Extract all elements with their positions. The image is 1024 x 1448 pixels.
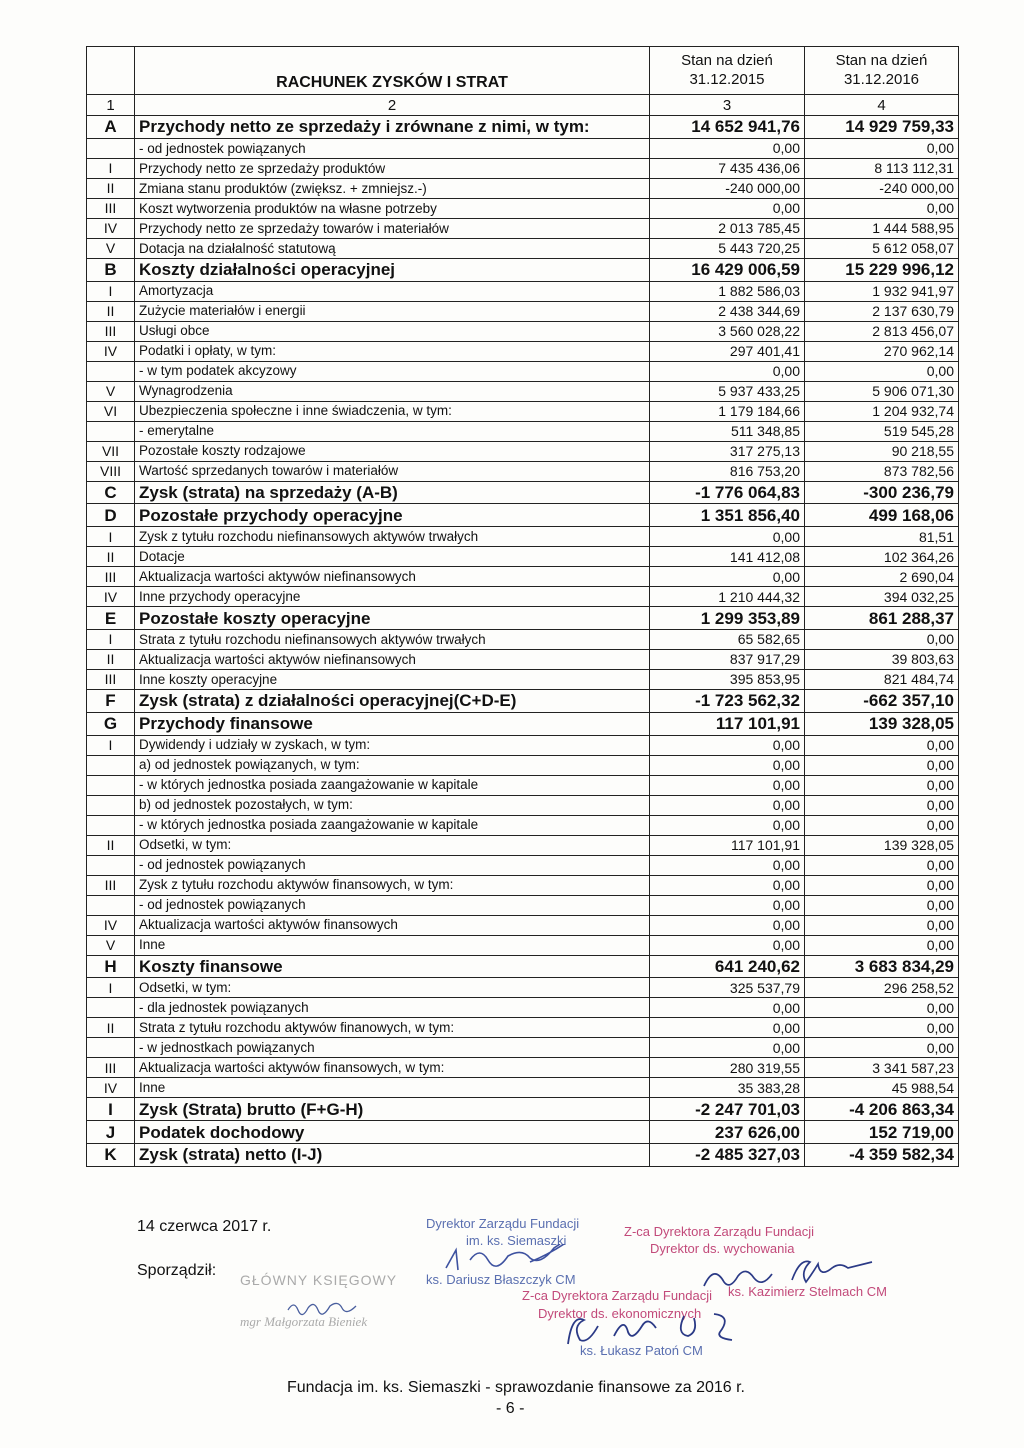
director-signature: [440, 1244, 630, 1281]
row-value-2015: 395 853,95: [650, 669, 805, 689]
row-value-2015: 0,00: [650, 198, 805, 218]
table-row: [87, 301, 959, 321]
row-label: Inne koszty operacyjne: [135, 669, 650, 689]
director-stamp-line3: ks. Dariusz Błaszczyk CM: [426, 1272, 576, 1287]
row-label: - w których jednostka posiada zaangażowanie w kapitale: [135, 815, 650, 835]
row-label: - w jednostkach powiązanych: [135, 1038, 650, 1058]
row-label: - od jednostek powiązanych: [135, 855, 650, 875]
row-code: V: [87, 238, 135, 258]
row-label: Zysk (Strata) brutto (F+G-H): [135, 1098, 650, 1121]
row-code: VII: [87, 441, 135, 461]
row-code: E: [87, 607, 135, 630]
row-value-2016: 102 364,26: [805, 547, 959, 567]
row-label: Zysk (strata) z działalności operacyjnej(C+D-E): [135, 689, 650, 712]
row-code: IV: [87, 1078, 135, 1098]
table-row: [87, 875, 959, 895]
table-row: [87, 381, 959, 401]
row-code: [87, 895, 135, 915]
row-value-2016: 861 288,37: [805, 607, 959, 630]
row-label: Wartość sprzedanych towarów i materiałów: [135, 461, 650, 481]
row-value-2015: 837 917,29: [650, 649, 805, 669]
row-value-2016: 0,00: [805, 735, 959, 755]
row-value-2015: 0,00: [650, 998, 805, 1018]
table-row: [87, 116, 959, 139]
row-value-2016: 0,00: [805, 198, 959, 218]
row-value-2015: 3 560 028,22: [650, 321, 805, 341]
row-value-2016: 296 258,52: [805, 978, 959, 998]
row-label: Przychody finansowe: [135, 712, 650, 735]
report-title: RACHUNEK ZYSKÓW I STRAT: [135, 47, 650, 95]
row-code: A: [87, 116, 135, 139]
row-label: Przychody netto ze sprzedaży towarów i materiałów: [135, 218, 650, 238]
table-row: [87, 669, 959, 689]
chief-accountant-name: mgr Małgorzata Bieniek: [240, 1314, 368, 1329]
row-code: VI: [87, 401, 135, 421]
row-value-2015: 2 013 785,45: [650, 218, 805, 238]
row-value-2015: 0,00: [650, 935, 805, 955]
table-row: [87, 281, 959, 301]
row-code: [87, 795, 135, 815]
table-row: [87, 158, 959, 178]
row-value-2016: 2 813 456,07: [805, 321, 959, 341]
row-value-2016: -4 206 863,34: [805, 1098, 959, 1121]
row-value-2015: 117 101,91: [650, 712, 805, 735]
table-row: [87, 649, 959, 669]
row-value-2015: -1 776 064,83: [650, 481, 805, 504]
row-value-2015: 0,00: [650, 361, 805, 381]
row-label: Koszty działalności operacyjnej: [135, 258, 650, 281]
table-row: [87, 629, 959, 649]
row-code: [87, 1038, 135, 1058]
row-value-2016: 0,00: [805, 629, 959, 649]
table-row: [87, 755, 959, 775]
row-code: V: [87, 935, 135, 955]
row-label: Pozostałe koszty operacyjne: [135, 607, 650, 630]
row-label: Usługi obce: [135, 321, 650, 341]
row-value-2016: 1 932 941,97: [805, 281, 959, 301]
table-row: [87, 441, 959, 461]
deputy-signature: [700, 1256, 890, 1301]
income-statement-table: [86, 46, 959, 1167]
row-value-2016: 8 113 112,31: [805, 158, 959, 178]
row-value-2015: 1 179 184,66: [650, 401, 805, 421]
row-value-2016: 0,00: [805, 138, 959, 158]
footer-caption: Fundacja im. ks. Siemaszki - sprawozdanie finansowe za 2016 r.: [287, 1379, 745, 1396]
table-row: [87, 547, 959, 567]
row-value-2016: 139 328,05: [805, 712, 959, 735]
row-value-2015: 1 299 353,89: [650, 607, 805, 630]
row-value-2015: 325 537,79: [650, 978, 805, 998]
row-code: II: [87, 835, 135, 855]
row-value-2016: 270 962,14: [805, 341, 959, 361]
row-label: - od jednostek powiązanych: [135, 895, 650, 915]
row-code: I: [87, 629, 135, 649]
row-label: Koszt wytworzenia produktów na własne potrzeby: [135, 198, 650, 218]
row-code: [87, 361, 135, 381]
row-value-2016: 873 782,56: [805, 461, 959, 481]
table-row: [87, 815, 959, 835]
row-code: [87, 855, 135, 875]
table-row: [87, 795, 959, 815]
row-label: Aktualizacja wartości aktywów niefinansowych: [135, 649, 650, 669]
row-code: F: [87, 689, 135, 712]
row-code: III: [87, 1058, 135, 1078]
table-row: [87, 1078, 959, 1098]
table-row: [87, 361, 959, 381]
header-row: [87, 47, 959, 95]
table-row: [87, 1143, 959, 1166]
row-code: I: [87, 978, 135, 998]
page-number: - 6 -: [496, 1400, 525, 1417]
row-code: H: [87, 955, 135, 978]
director-stamp-line2: im. ks. Siemaszki: [466, 1233, 567, 1248]
row-label: Zysk z tytułu rozchodu aktywów finansowych, w tym:: [135, 875, 650, 895]
row-label: Inne przychody operacyjne: [135, 587, 650, 607]
row-value-2016: 3 341 587,23: [805, 1058, 959, 1078]
row-value-2016: 0,00: [805, 875, 959, 895]
row-label: Podatki i opłaty, w tym:: [135, 341, 650, 361]
row-code: J: [87, 1121, 135, 1144]
row-value-2016: 0,00: [805, 855, 959, 875]
row-value-2016: 0,00: [805, 775, 959, 795]
table-row: [87, 321, 959, 341]
row-value-2016: 5 906 071,30: [805, 381, 959, 401]
col3-header: [650, 47, 805, 95]
row-value-2015: -240 000,00: [650, 178, 805, 198]
row-value-2015: -2 247 701,03: [650, 1098, 805, 1121]
row-value-2016: 0,00: [805, 935, 959, 955]
row-value-2016: 2 690,04: [805, 567, 959, 587]
row-value-2015: 117 101,91: [650, 835, 805, 855]
table-row: [87, 1058, 959, 1078]
row-label: - w tym podatek akcyzowy: [135, 361, 650, 381]
row-value-2015: 35 383,28: [650, 1078, 805, 1098]
prepared-by-label: Sporządził:: [137, 1262, 217, 1279]
row-value-2015: 641 240,62: [650, 955, 805, 978]
row-value-2015: 16 429 006,59: [650, 258, 805, 281]
row-code: K: [87, 1143, 135, 1166]
column-number-2: 2: [135, 95, 650, 116]
column-number-4: 4: [805, 95, 959, 116]
row-value-2016: -662 357,10: [805, 689, 959, 712]
table-row: [87, 689, 959, 712]
row-value-2015: 0,00: [650, 875, 805, 895]
row-value-2016: -4 359 582,34: [805, 1143, 959, 1166]
row-value-2016: 5 612 058,07: [805, 238, 959, 258]
chief-accountant-stamp: GŁÓWNY KSIĘGOWY: [240, 1272, 398, 1288]
table-row: [87, 1098, 959, 1121]
row-code: G: [87, 712, 135, 735]
row-code: V: [87, 381, 135, 401]
row-value-2016: 499 168,06: [805, 504, 959, 527]
table-row: [87, 341, 959, 361]
row-code: III: [87, 875, 135, 895]
row-label: b) od jednostek pozostałych, w tym:: [135, 795, 650, 815]
table-row: [87, 775, 959, 795]
row-code: VIII: [87, 461, 135, 481]
row-value-2015: 5 937 433,25: [650, 381, 805, 401]
row-label: Aktualizacja wartości aktywów finansowych, w tym:: [135, 1058, 650, 1078]
row-label: - emerytalne: [135, 421, 650, 441]
row-code: IV: [87, 915, 135, 935]
row-value-2015: 7 435 436,06: [650, 158, 805, 178]
row-label: Odsetki, w tym:: [135, 835, 650, 855]
row-code: I: [87, 527, 135, 547]
table-row: [87, 712, 959, 735]
row-label: Dotacje: [135, 547, 650, 567]
row-value-2016: -300 236,79: [805, 481, 959, 504]
table-row: [87, 735, 959, 755]
row-value-2015: 0,00: [650, 915, 805, 935]
row-value-2016: 81,51: [805, 527, 959, 547]
row-value-2016: 0,00: [805, 815, 959, 835]
row-value-2016: -240 000,00: [805, 178, 959, 198]
row-value-2015: 0,00: [650, 895, 805, 915]
row-value-2015: 0,00: [650, 1038, 805, 1058]
row-label: Pozostałe koszty rodzajowe: [135, 441, 650, 461]
row-label: Dywidendy i udziały w zyskach, w tym:: [135, 735, 650, 755]
row-label: - w których jednostka posiada zaangażowanie w kapitale: [135, 775, 650, 795]
row-label: Pozostałe przychody operacyjne: [135, 504, 650, 527]
row-label: Strata z tytułu rozchodu niefinansowych aktywów trwałych: [135, 629, 650, 649]
row-code: II: [87, 649, 135, 669]
row-value-2015: 5 443 720,25: [650, 238, 805, 258]
row-value-2015: 2 438 344,69: [650, 301, 805, 321]
row-label: Odsetki, w tym:: [135, 978, 650, 998]
row-code: II: [87, 178, 135, 198]
row-label: Amortyzacja: [135, 281, 650, 301]
col4-header-label: Stan na dzień: [835, 51, 928, 69]
row-value-2016: 0,00: [805, 998, 959, 1018]
row-code: IV: [87, 587, 135, 607]
row-code: III: [87, 669, 135, 689]
table-row: [87, 138, 959, 158]
column-number-1: 1: [87, 95, 135, 116]
economic-stamp-line2: Dyrektor ds. ekonomicznych: [538, 1306, 702, 1321]
table-row: [87, 567, 959, 587]
row-label: Ubezpieczenia społeczne i inne świadczenia, w tym:: [135, 401, 650, 421]
row-label: Zmiana stanu produktów (zwiększ. + zmniejsz.-): [135, 178, 650, 198]
director-stamp-line1: Dyrektor Zarządu Fundacji: [426, 1216, 580, 1231]
row-code: [87, 138, 135, 158]
row-code: C: [87, 481, 135, 504]
row-label: Zużycie materiałów i energii: [135, 301, 650, 321]
row-code: [87, 998, 135, 1018]
row-value-2016: 0,00: [805, 895, 959, 915]
row-label: Zysk (strata) netto (I-J): [135, 1143, 650, 1166]
row-value-2016: 0,00: [805, 361, 959, 381]
table-row: [87, 955, 959, 978]
row-code: [87, 815, 135, 835]
row-value-2016: 0,00: [805, 915, 959, 935]
row-code: I: [87, 158, 135, 178]
table-row: [87, 855, 959, 875]
row-label: Wynagrodzenia: [135, 381, 650, 401]
row-label: Przychody netto ze sprzedaży i zrównane z nimi, w tym:: [135, 116, 650, 139]
row-value-2015: 317 275,13: [650, 441, 805, 461]
row-code: [87, 755, 135, 775]
table-row: [87, 421, 959, 441]
table-row: [87, 935, 959, 955]
table-row: [87, 218, 959, 238]
row-code: I: [87, 281, 135, 301]
table-row: [87, 895, 959, 915]
row-value-2016: 519 545,28: [805, 421, 959, 441]
table-row: [87, 461, 959, 481]
table-row: [87, 504, 959, 527]
col4-header: [805, 47, 959, 95]
table-row: [87, 481, 959, 504]
row-code: B: [87, 258, 135, 281]
row-value-2016: 152 719,00: [805, 1121, 959, 1144]
row-code: I: [87, 735, 135, 755]
row-value-2016: 0,00: [805, 755, 959, 775]
row-code: I: [87, 1098, 135, 1121]
row-value-2015: 816 753,20: [650, 461, 805, 481]
row-value-2015: 141 412,08: [650, 547, 805, 567]
row-label: Zysk (strata) na sprzedaży (A-B): [135, 481, 650, 504]
row-code: II: [87, 547, 135, 567]
row-value-2016: 45 988,54: [805, 1078, 959, 1098]
table-row: [87, 978, 959, 998]
economic-stamp-line1: Z-ca Dyrektora Zarządu Fundacji: [522, 1288, 713, 1303]
col4-header-date: 31.12.2016: [843, 70, 920, 88]
table-row: [87, 527, 959, 547]
row-value-2015: 0,00: [650, 735, 805, 755]
table-row: [87, 835, 959, 855]
column-number-3: 3: [650, 95, 805, 116]
table-row: [87, 915, 959, 935]
col3-header-label: Stan na dzień: [681, 51, 773, 69]
row-value-2016: 90 218,55: [805, 441, 959, 461]
table-row: [87, 998, 959, 1018]
col3-header-date: 31.12.2015: [689, 70, 765, 88]
row-code: III: [87, 321, 135, 341]
row-value-2015: 0,00: [650, 755, 805, 775]
row-value-2015: 1 351 856,40: [650, 504, 805, 527]
table-row: [87, 587, 959, 607]
table-row: [87, 258, 959, 281]
row-value-2015: 1 882 586,03: [650, 281, 805, 301]
economic-stamp-line3: ks. Łukasz Patoń CM: [580, 1343, 703, 1358]
row-label: Przychody netto ze sprzedaży produktów: [135, 158, 650, 178]
row-value-2016: 1 204 932,74: [805, 401, 959, 421]
row-value-2015: 0,00: [650, 1018, 805, 1038]
row-code: III: [87, 198, 135, 218]
row-value-2015: 0,00: [650, 775, 805, 795]
table-row: [87, 238, 959, 258]
header-empty-cell: [87, 47, 135, 95]
row-value-2016: 0,00: [805, 1018, 959, 1038]
row-value-2016: 394 032,25: [805, 587, 959, 607]
deputy-stamp-line2: Dyrektor ds. wychowania: [650, 1241, 795, 1256]
row-label: Inne: [135, 1078, 650, 1098]
row-value-2016: 39 803,63: [805, 649, 959, 669]
row-code: III: [87, 567, 135, 587]
row-label: Dotacja na działalność statutową: [135, 238, 650, 258]
row-code: IV: [87, 218, 135, 238]
row-value-2015: 14 652 941,76: [650, 116, 805, 139]
row-label: - dla jednostek powiązanych: [135, 998, 650, 1018]
row-value-2016: 15 229 996,12: [805, 258, 959, 281]
row-value-2016: 3 683 834,29: [805, 955, 959, 978]
row-value-2015: 511 348,85: [650, 421, 805, 441]
row-code: II: [87, 301, 135, 321]
row-value-2015: 237 626,00: [650, 1121, 805, 1144]
table-row: [87, 401, 959, 421]
row-value-2016: 14 929 759,33: [805, 116, 959, 139]
report-date: 14 czerwca 2017 r.: [137, 1218, 272, 1235]
table-row: [87, 1018, 959, 1038]
row-value-2015: 0,00: [650, 815, 805, 835]
row-label: a) od jednostek powiązanych, w tym:: [135, 755, 650, 775]
row-label: Aktualizacja wartości aktywów finansowych: [135, 915, 650, 935]
table-row: [87, 178, 959, 198]
table-row: [87, 1121, 959, 1144]
row-code: [87, 421, 135, 441]
row-label: Strata z tytułu rozchodu aktywów finanowych, w tym:: [135, 1018, 650, 1038]
row-value-2016: 0,00: [805, 795, 959, 815]
row-value-2015: 0,00: [650, 527, 805, 547]
economic-director-signature: [560, 1308, 770, 1357]
row-value-2015: 297 401,41: [650, 341, 805, 361]
table-row: [87, 607, 959, 630]
row-value-2015: 0,00: [650, 567, 805, 587]
row-label: Aktualizacja wartości aktywów niefinansowych: [135, 567, 650, 587]
row-label: - od jednostek powiązanych: [135, 138, 650, 158]
table-row: [87, 1038, 959, 1058]
column-number-row: [87, 95, 959, 116]
row-code: II: [87, 1018, 135, 1038]
row-value-2016: 0,00: [805, 1038, 959, 1058]
row-value-2016: 139 328,05: [805, 835, 959, 855]
deputy-stamp-line1: Z-ca Dyrektora Zarządu Fundacji: [624, 1224, 815, 1239]
row-label: Koszty finansowe: [135, 955, 650, 978]
row-label: Inne: [135, 935, 650, 955]
row-value-2016: 2 137 630,79: [805, 301, 959, 321]
deputy-stamp-line3: ks. Kazimierz Stelmach CM: [728, 1284, 887, 1299]
row-value-2015: 1 210 444,32: [650, 587, 805, 607]
row-code: IV: [87, 341, 135, 361]
row-value-2015: 65 582,65: [650, 629, 805, 649]
row-label: Podatek dochodowy: [135, 1121, 650, 1144]
table-row: [87, 198, 959, 218]
row-label: Zysk z tytułu rozchodu niefinansowych aktywów trwałych: [135, 527, 650, 547]
row-value-2015: 0,00: [650, 138, 805, 158]
row-value-2015: -1 723 562,32: [650, 689, 805, 712]
row-value-2016: 821 484,74: [805, 669, 959, 689]
row-value-2016: 1 444 588,95: [805, 218, 959, 238]
row-code: [87, 775, 135, 795]
row-value-2015: -2 485 327,03: [650, 1143, 805, 1166]
row-value-2015: 0,00: [650, 795, 805, 815]
row-value-2015: 0,00: [650, 855, 805, 875]
row-value-2015: 280 319,55: [650, 1058, 805, 1078]
row-code: D: [87, 504, 135, 527]
